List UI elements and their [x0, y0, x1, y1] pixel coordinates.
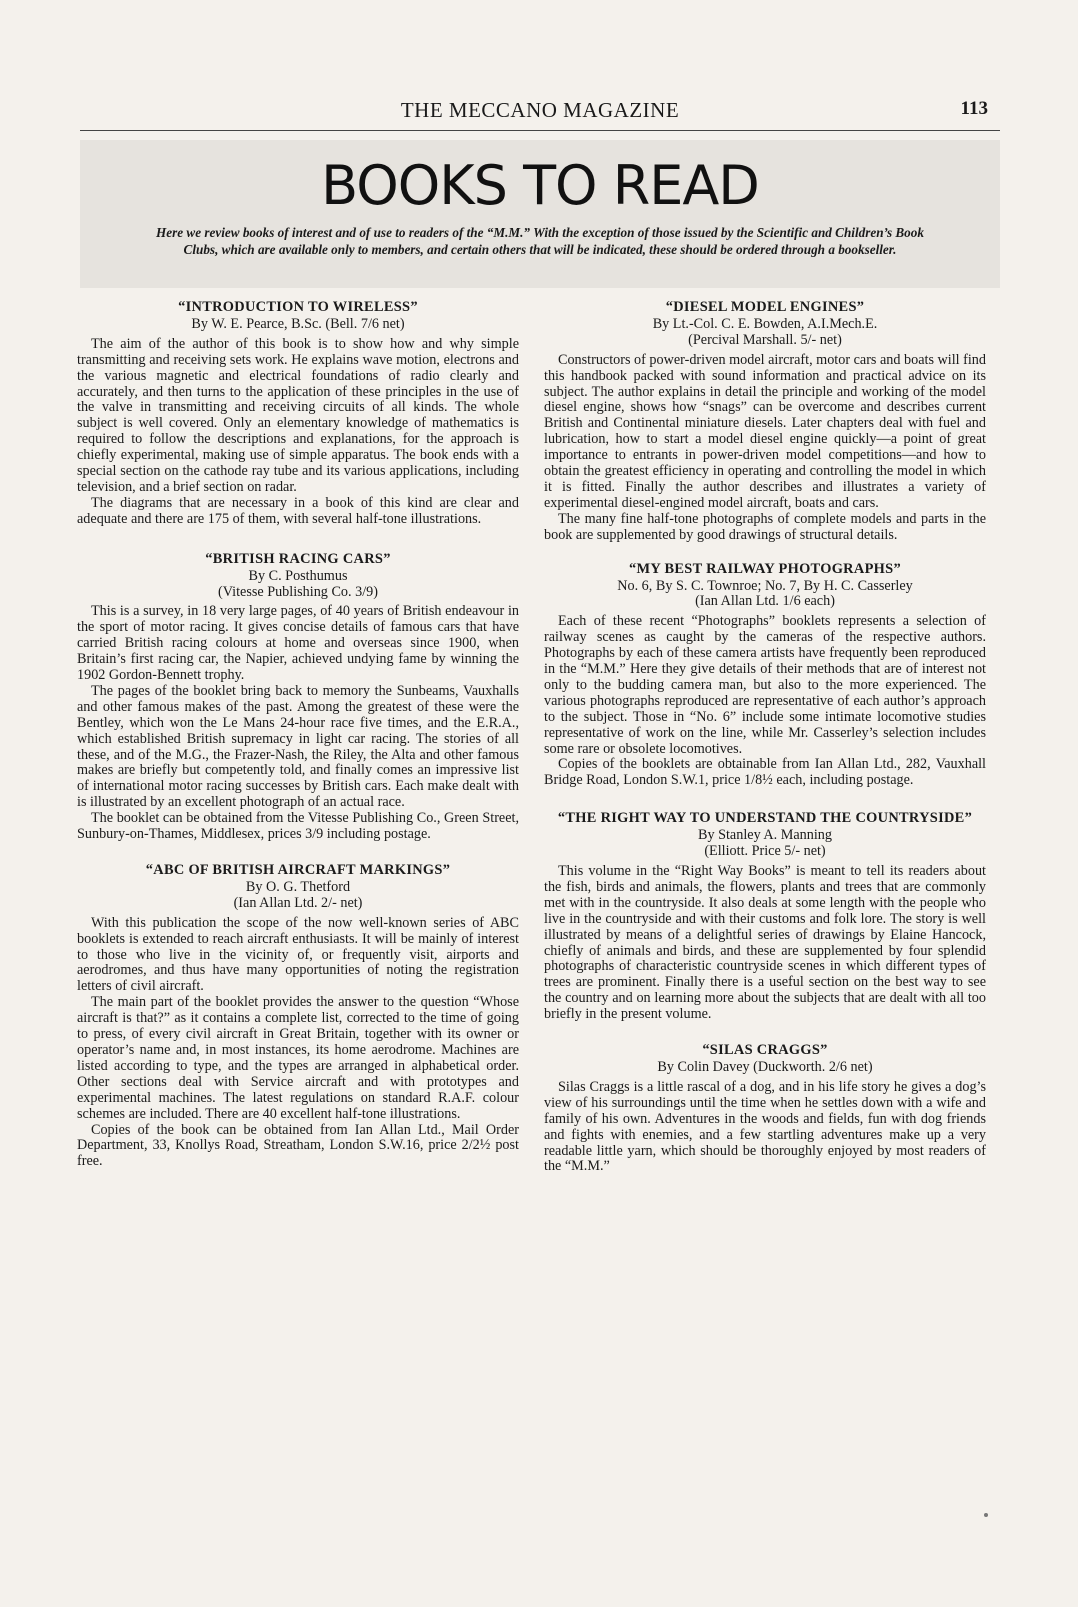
review-my-best-railway-photographs [544, 562, 986, 790]
review-credit-line: (Ian Allan Ltd. 1/6 each) [695, 593, 835, 610]
review-paragraph: Copies of the booklets are obtainable from Ian Allan Ltd., 282, Vauxhall Bridge Road, London S.W.1, price 1/8½ each, including postage. [544, 756, 986, 789]
review-credit-line: By W. E. Pearce, B.Sc. (Bell. 7/6 net) [191, 315, 405, 332]
review-credit-line: (Elliott. Price 5/- net) [704, 843, 826, 860]
review-title: “THE RIGHT WAY TO UNDERSTAND THE COUNTRYSIDE” [557, 810, 973, 827]
review-credit-line: By Stanley A. Manning [698, 827, 832, 844]
review-paragraph: The diagrams that are necessary in a book of this kind are clear and adequate and there are 175 of them, with several half-tone illustrations. [77, 494, 519, 527]
magazine-title: THE MECCANO MAGAZINE [400, 98, 680, 122]
review-credits [544, 579, 986, 611]
review-title: “SILAS CRAGGS” [702, 1042, 828, 1059]
review-paragraph: The main part of the booklet provides the answer to the question “Whose aircraft is that?” as it contains a complete list, corrected to the time of going to press, of every civil aircraft in Great Britain, together with its owner or operator’s name and, in most instances, its home aerodrome. Machines are listed according to type, and the types are arranged in alphabetical order. Other sections deal with Service aircraft and with prototypes and experimental machines. The latest regulations on standard R.A.F. colour schemes are included. There are 40 excellent half-tone illustrations. [77, 994, 519, 1122]
review-paragraph: The many fine half-tone photographs of complete models and parts in the book are supplemented by good drawings of structural details. [544, 510, 986, 543]
review-body [77, 337, 519, 528]
review-body [77, 916, 519, 1171]
review-abc-british-aircraft-markings [77, 863, 519, 1170]
review-body [544, 353, 986, 544]
review-british-racing-cars [77, 552, 519, 843]
review-credit-line: (Vitesse Publishing Co. 3/9) [218, 583, 378, 600]
review-paragraph: This volume in the “Right Way Books” is meant to tell its readers about the fish, birds and animals, the flowers, plants and trees that are commonly met with in the countryside. It also deals at some length with the people who live in the countryside and with their customs and folk lore. The story is well illustrated by means of a delightful series of drawings by Elaine Hancock, chiefly of animals and birds, and these are supplemented by four splendid photographs of characteristic countryside scenes in which different types of trees are prominent. Finally there is a useful section on the best way to see the country and on learning more about the subjects that are dealt with all too briefly in the present volume. [544, 863, 986, 1023]
review-credit-line: By C. Posthumus [248, 567, 348, 584]
review-paragraph: The booklet can be obtained from the Vitesse Publishing Co., Green Street, Sunbury-on-Thames, Middlesex, prices 3/9 including postage. [77, 810, 519, 843]
right-column [544, 300, 986, 1189]
review-body [544, 614, 986, 789]
review-credit-line: (Percival Marshall. 5/- net) [688, 331, 842, 348]
review-paragraph: The aim of the author of this book is to show how and why simple transmitting and receiving sets work. He explains wave motion, electrons and the various magnetic and electrical foundations of radio clearly and accurately, and then turns to the application of these principles in the use of the valve in transmitting and receiving circuits of all kinds. The whole subject is well covered. Only an elementary knowledge of mathematics is required to follow the descriptions and explanations, for the approach is chiefly experimental, making use of simple apparatus. The book ends with a special section on the cathode ray tube and its various applications, including television, and a brief section on radar. [77, 335, 519, 495]
review-credits [544, 828, 986, 860]
left-column [77, 300, 519, 1184]
review-body [544, 1080, 986, 1175]
review-paragraph: This is a survey, in 18 very large pages, of 40 years of British endeavour in the sport of motor racing. It gives concise details of famous cars that have carried British racing colours at home and overseas since 1900, when Britain’s first racing car, the Napier, achieved undying fame by winning the 1902 Gordon-Bennett trophy. [77, 603, 519, 684]
review-title: “INTRODUCTION TO WIRELESS” [178, 299, 418, 315]
section-intro: Here we review books of interest and of use to readers of the “M.M.” With the exception of those issued by the Scientific and Children’s Book Clubs, which are available only to members, and certain others that will be indicated, these should be ordered through a bookseller. [156, 225, 924, 257]
section-banner [80, 140, 1000, 288]
review-paragraph: Constructors of power-driven model aircraft, motor cars and boats will find this handbook packed with sound information and practical advice on its subject. The author explains in detail the principle and working of the model diesel engine, shows how “snags” can be overcome and describes current British and Continental miniature diesels. Later chapters deal with fuel and lubrication, how to start a model diesel engine quickly—a point of great importance to entrants in power-driven model competitions—and how to obtain the greatest efficiency in operating and controlling the model in which it is fitted. Finally the author describes and illustrates a variety of experimental diesel-engined model aircraft, boats and cars. [544, 351, 986, 511]
review-credits [544, 317, 986, 349]
review-body [544, 864, 986, 1023]
review-credits [544, 1060, 986, 1076]
review-credit-line: By Colin Davey (Duckworth. 2/6 net) [657, 1058, 873, 1075]
review-paragraph: Silas Craggs is a little rascal of a dog, and in his life story he gives a dog’s view of his surroundings until the time when he settles down with a wife and family of his own. Adventures in the woods and fields, fun with dog friends and fights with enemies, and a few startling adventures make up a very readable little yarn, which should be thoroughly enjoyed by most readers of the “M.M.” [544, 1078, 986, 1175]
review-title: “MY BEST RAILWAY PHOTOGRAPHS” [629, 560, 901, 577]
review-diesel-model-engines [544, 300, 986, 544]
review-credit-line: By Lt.-Col. C. E. Bowden, A.I.Mech.E. [652, 315, 878, 332]
review-paragraph: The pages of the booklet bring back to memory the Sunbeams, Vauxhalls and other famous makes of the past. Among the greatest of these were the Bentley, which won the Le Mans 24-hour race five times, and the E.R.A., which established British supremacy in light car racing. The stories of all these, and of the M.G., the Frazer-Nash, the Riley, the Alta and other famous makes are briefly but competently told, and finally comes an impressive list of international motor racing successes by British cars. Each make dealt with is illustrated by an excellent photograph of an actual race. [77, 682, 519, 811]
running-head [80, 96, 1000, 131]
review-introduction-to-wireless [77, 300, 519, 528]
review-credits [77, 569, 519, 601]
review-credit-line: (Ian Allan Ltd. 2/- net) [233, 894, 363, 911]
review-title: “ABC OF BRITISH AIRCRAFT MARKINGS” [145, 862, 451, 878]
page-number: 113 [960, 98, 988, 119]
review-credits [77, 880, 519, 912]
review-title: “BRITISH RACING CARS” [205, 550, 391, 567]
review-credits [77, 317, 519, 333]
review-body [77, 604, 519, 843]
review-title: “DIESEL MODEL ENGINES” [665, 299, 865, 315]
review-credit-line: By O. G. Thetford [245, 878, 351, 895]
review-paragraph: Each of these recent “Photographs” booklets represents a selection of railway scenes as caught by the cameras of the respective authors. Photographs by each of these camera artists have frequently been reproduced in the “M.M.” Here they give details of their methods that are of interest not only to the budding camera man, but also to the more experienced. The various photographs reproduced are representative of each author’s approach to the subject. Those in “No. 6” include some intimate locomotive studies representative of work on the line, while Mr. Casserley’s selection includes some rare or obsolete locomotives. [544, 613, 986, 757]
review-paragraph: With this publication the scope of the now well-known series of ABC booklets is extended to reach aircraft enthusiasts. It will be mainly of interest to those who live in the vicinity of, or frequently visit, airports and aerodromes, and thus have many opportunities of noting the registration letters of civil aircraft. [77, 914, 519, 995]
review-right-way-countryside [544, 811, 986, 1023]
review-silas-craggs [544, 1043, 986, 1175]
review-paragraph: Copies of the book can be obtained from Ian Allan Ltd., Mail Order Department, 33, Knollys Road, Streatham, London S.W.16, price 2/2½ post free. [77, 1121, 519, 1170]
print-speck [984, 1513, 988, 1517]
section-title: BOOKS TO READ [321, 154, 759, 217]
review-credit-line: No. 6, By S. C. Townroe; No. 7, By H. C. Casserley [617, 577, 913, 594]
